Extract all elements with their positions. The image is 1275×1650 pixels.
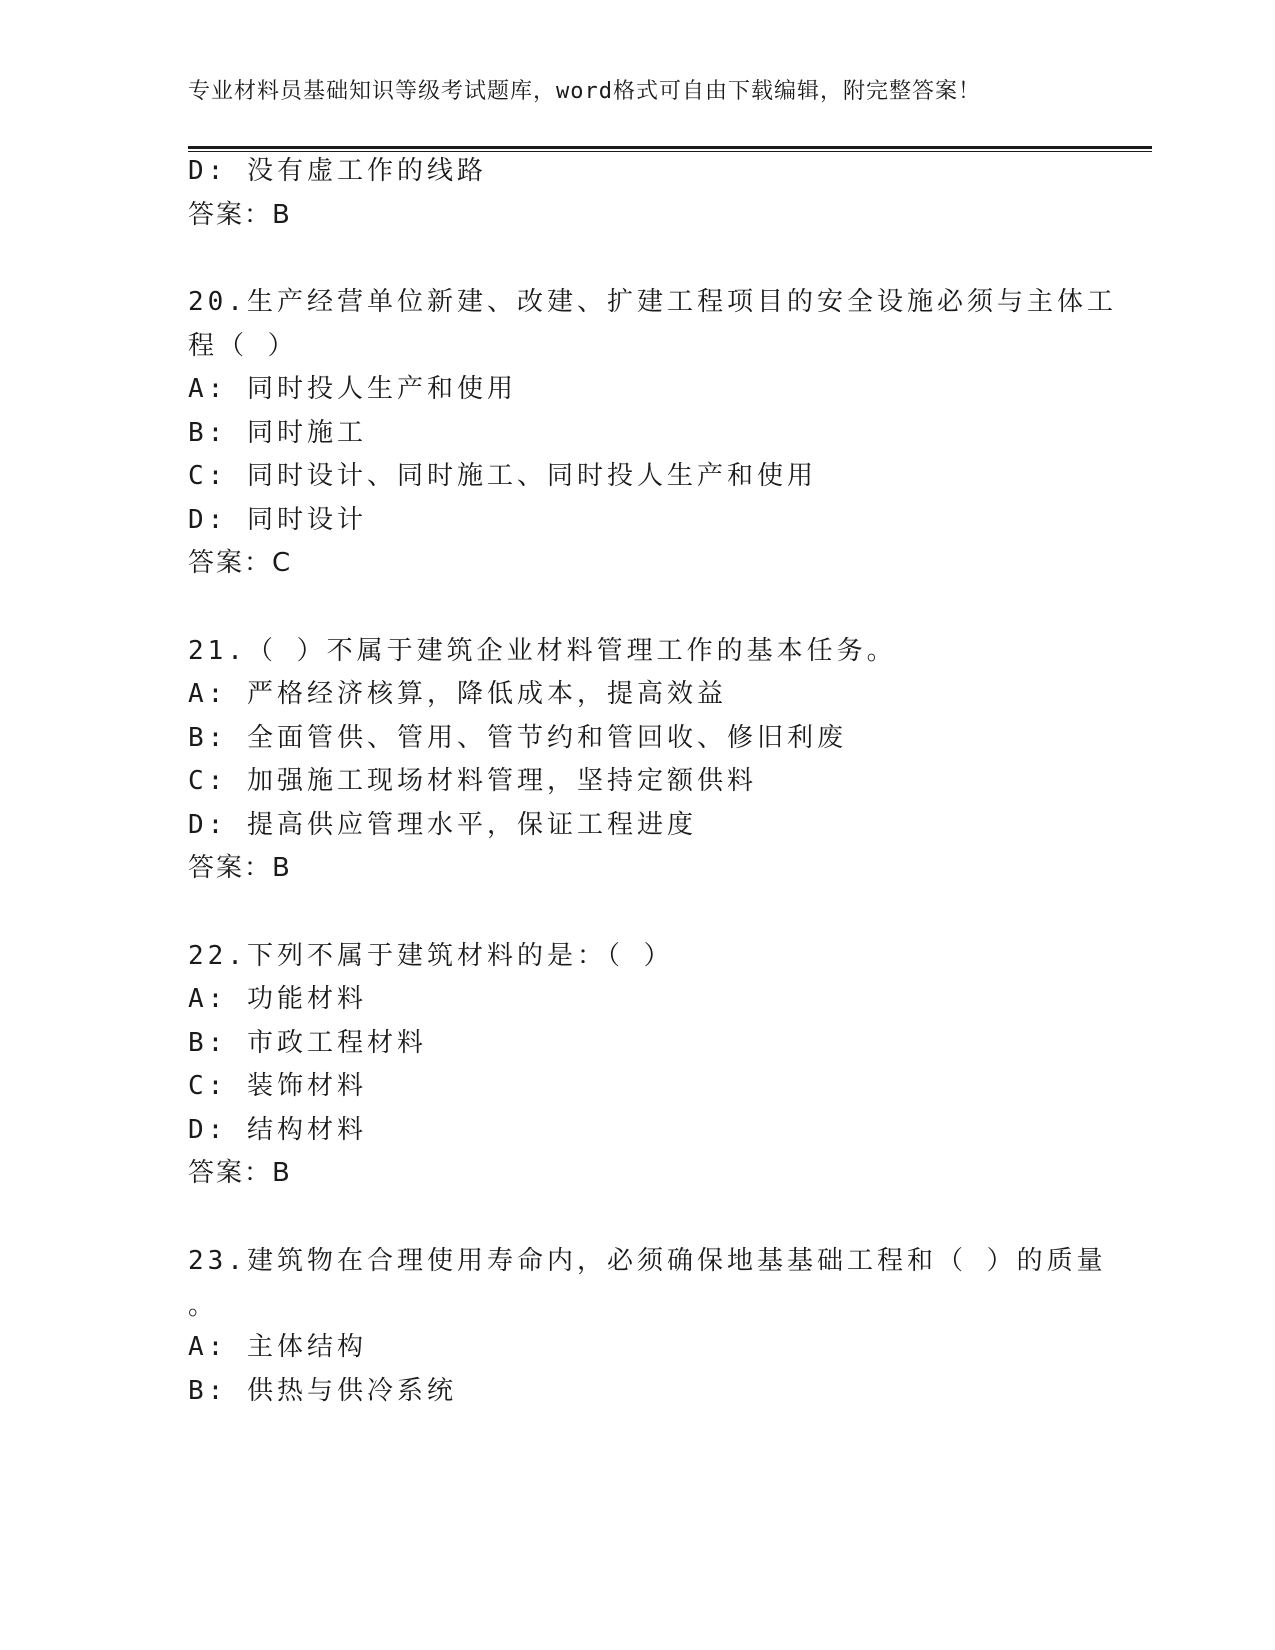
- q23-option-a: A: 主体结构: [188, 1332, 367, 1362]
- q22-option-c: C: 装饰材料: [188, 1071, 367, 1101]
- q20-option-c: C: 同时设计、同时施工、同时投人生产和使用: [188, 461, 817, 491]
- page-header-title: 专业材料员基础知识等级考试题库，word格式可自由下载编辑，附完整答案！: [188, 79, 981, 104]
- q20-stem-line1: 20.生产经营单位新建、改建、扩建工程项目的安全设施必须与主体工: [188, 287, 1117, 317]
- q22-option-d: D: 结构材料: [188, 1115, 367, 1145]
- q21-answer: 答案：B: [188, 853, 292, 883]
- header-divider-thin: [188, 151, 1152, 152]
- header-divider: [188, 146, 1152, 153]
- q20-option-d: D: 同时设计: [188, 505, 367, 535]
- q20-answer: 答案：C: [188, 548, 293, 578]
- header-divider-thick: [188, 146, 1152, 149]
- q19-option-d: D: 没有虚工作的线路: [188, 156, 487, 186]
- q23-stem-line2: 。: [188, 1291, 219, 1321]
- q20-stem-line2: 程（ ）: [188, 331, 298, 361]
- q21-option-a: A: 严格经济核算，降低成本，提高效益: [188, 679, 727, 709]
- q21-stem-line1: 21.（ ）不属于建筑企业材料管理工作的基本任务。: [188, 636, 897, 666]
- q21-option-c: C: 加强施工现场材料管理，坚持定额供料: [188, 766, 757, 796]
- q22-option-a: A: 功能材料: [188, 984, 367, 1014]
- q20-option-a: A: 同时投人生产和使用: [188, 374, 517, 404]
- q21-option-b: B: 全面管供、管用、管节约和管回收、修旧利废: [188, 723, 847, 753]
- q23-option-b: B: 供热与供冷系统: [188, 1376, 457, 1406]
- q22-option-b: B: 市政工程材料: [188, 1028, 427, 1058]
- q22-stem-line1: 22.下列不属于建筑材料的是：（ ）: [188, 941, 674, 971]
- q23-stem-line1: 23.建筑物在合理使用寿命内，必须确保地基基础工程和（ ）的质量: [188, 1246, 1107, 1276]
- q20-option-b: B: 同时施工: [188, 418, 367, 448]
- q19-answer: 答案：B: [188, 200, 292, 230]
- q21-option-d: D: 提高供应管理水平，保证工程进度: [188, 810, 697, 840]
- q22-answer: 答案：B: [188, 1158, 292, 1188]
